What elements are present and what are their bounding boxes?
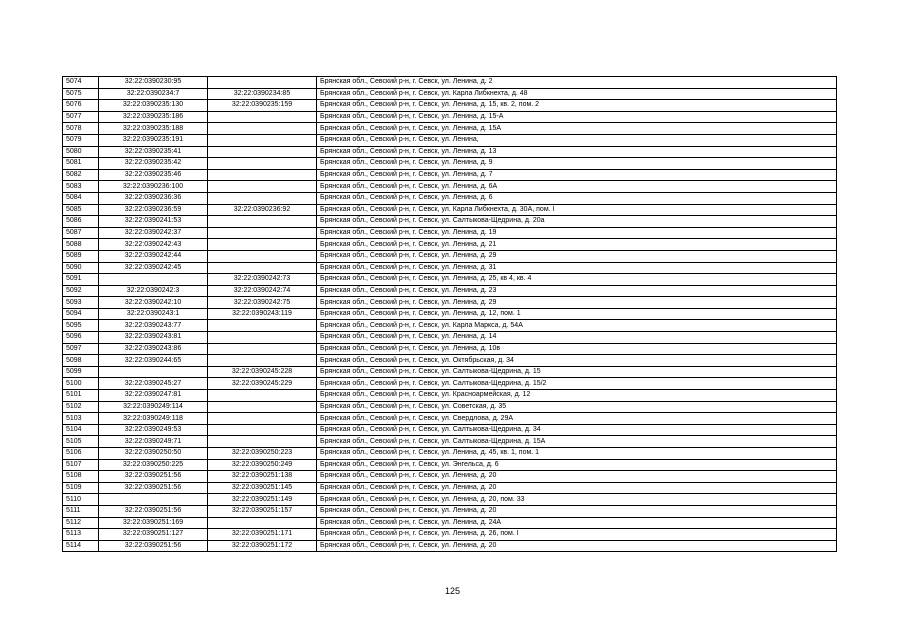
table-row	[63, 424, 837, 436]
cadastral-number-cell: 32:22:0390236:59	[99, 204, 208, 216]
row-number-cell: 5090	[63, 262, 99, 274]
address-cell: Брянская обл., Севский р-н, г. Севск, ул. Октябрьская, д. 34	[317, 355, 837, 367]
row-number-cell: 5107	[63, 459, 99, 471]
table-row	[63, 274, 837, 286]
building-number-cell	[208, 343, 317, 355]
table-row	[63, 88, 837, 100]
building-number-cell	[208, 123, 317, 135]
cadastral-number-cell: 32:22:0390235:46	[99, 169, 208, 181]
row-number-cell: 5088	[63, 239, 99, 251]
table-row	[63, 390, 837, 402]
table-row	[63, 192, 837, 204]
address-cell: Брянская обл., Севский р-н, г. Севск, ул. Карла Либкнехта, д. 30А, пом. I	[317, 204, 837, 216]
building-number-cell: 32:22:0390250:223	[208, 448, 317, 460]
table-row	[63, 436, 837, 448]
address-cell: Брянская обл., Севский р-н, г. Севск, ул. Ленина, д. 7	[317, 169, 837, 181]
cadastral-number-cell	[99, 274, 208, 286]
address-cell: Брянская обл., Севский р-н, г. Севск, ул. Ленина, д. 29	[317, 250, 837, 262]
cadastral-number-cell: 32:22:0390234:7	[99, 88, 208, 100]
building-number-cell: 32:22:0390251:171	[208, 529, 317, 541]
cadastral-number-cell: 32:22:0390235:191	[99, 134, 208, 146]
table-row	[63, 77, 837, 89]
cadastral-number-cell: 32:22:0390245:27	[99, 378, 208, 390]
table-row	[63, 529, 837, 541]
row-number-cell: 5104	[63, 424, 99, 436]
row-number-cell: 5076	[63, 100, 99, 112]
address-cell: Брянская обл., Севский р-н, г. Севск, ул. Ленина, д. 15А	[317, 123, 837, 135]
building-number-cell	[208, 401, 317, 413]
table-row	[63, 401, 837, 413]
table-row	[63, 459, 837, 471]
table-row	[63, 332, 837, 344]
address-cell: Брянская обл., Севский р-н, г. Севск, ул. Ленина,	[317, 134, 837, 146]
address-cell: Брянская обл., Севский р-н, г. Севск, ул. Ленина, д. 31	[317, 262, 837, 274]
table-row	[63, 297, 837, 309]
cadastral-number-cell: 32:22:0390251:169	[99, 517, 208, 529]
row-number-cell: 5095	[63, 320, 99, 332]
building-number-cell: 32:22:0390251:138	[208, 471, 317, 483]
building-number-cell: 32:22:0390251:145	[208, 482, 317, 494]
table-row	[63, 482, 837, 494]
row-number-cell: 5082	[63, 169, 99, 181]
cadastral-number-cell: 32:22:0390235:42	[99, 158, 208, 170]
cadastral-number-cell: 32:22:0390241:53	[99, 216, 208, 228]
cadastral-number-cell: 32:22:0390242:45	[99, 262, 208, 274]
table-row	[63, 355, 837, 367]
address-cell: Брянская обл., Севский р-н, г. Севск, ул. Салтыкова-Щедрина, д. 15/2	[317, 378, 837, 390]
row-number-cell: 5112	[63, 517, 99, 529]
table-row	[63, 540, 837, 552]
address-cell: Брянская обл., Севский р-н, г. Севск, ул. Ленина, д. 45, кв. 1, пом. 1	[317, 448, 837, 460]
row-number-cell: 5085	[63, 204, 99, 216]
row-number-cell: 5089	[63, 250, 99, 262]
address-cell: Брянская обл., Севский р-н, г. Севск, ул. Ленина, д. 15, кв. 2, пом. 2	[317, 100, 837, 112]
cadastral-number-cell: 32:22:0390243:77	[99, 320, 208, 332]
table-row	[63, 471, 837, 483]
cadastral-number-cell: 32:22:0390247:81	[99, 390, 208, 402]
cadastral-number-cell: 32:22:0390235:130	[99, 100, 208, 112]
building-number-cell	[208, 239, 317, 251]
row-number-cell: 5081	[63, 158, 99, 170]
row-number-cell: 5097	[63, 343, 99, 355]
row-number-cell: 5074	[63, 77, 99, 89]
cadastral-number-cell: 32:22:0390249:114	[99, 401, 208, 413]
address-cell: Брянская обл., Севский р-н, г. Севск, ул. Ленина, д. 15-А	[317, 111, 837, 123]
table-row	[63, 100, 837, 112]
table-row	[63, 169, 837, 181]
cadastral-number-cell: 32:22:0390250:50	[99, 448, 208, 460]
table-row	[63, 239, 837, 251]
address-cell: Брянская обл., Севский р-н, г. Севск, ул. Ленина, д. 10в	[317, 343, 837, 355]
row-number-cell: 5101	[63, 390, 99, 402]
building-number-cell	[208, 181, 317, 193]
table-row	[63, 285, 837, 297]
address-cell: Брянская обл., Севский р-н, г. Севск, ул. Салтыкова-Щедрина, д. 34	[317, 424, 837, 436]
table-row	[63, 262, 837, 274]
building-number-cell	[208, 216, 317, 228]
cadastral-number-cell: 32:22:0390244:65	[99, 355, 208, 367]
cadastral-number-cell: 32:22:0390242:37	[99, 227, 208, 239]
row-number-cell: 5103	[63, 413, 99, 425]
building-number-cell: 32:22:0390250:249	[208, 459, 317, 471]
building-number-cell: 32:22:0390245:229	[208, 378, 317, 390]
table-row	[63, 505, 837, 517]
table-row	[63, 227, 837, 239]
address-cell: Брянская обл., Севский р-н, г. Севск, ул. Карла Маркса, д. 54А	[317, 320, 837, 332]
address-cell: Брянская обл., Севский р-н, г. Севск, ул. Ленина, д. 26, пом. I	[317, 529, 837, 541]
address-cell: Брянская обл., Севский р-н, г. Севск, ул. Энгельса, д. 6	[317, 459, 837, 471]
cadastral-number-cell: 32:22:0390235:188	[99, 123, 208, 135]
building-number-cell	[208, 192, 317, 204]
address-cell: Брянская обл., Севский р-н, г. Севск, ул. Ленина, д. 14	[317, 332, 837, 344]
row-number-cell: 5100	[63, 378, 99, 390]
row-number-cell: 5110	[63, 494, 99, 506]
building-number-cell	[208, 111, 317, 123]
cadastral-number-cell: 32:22:0390251:127	[99, 529, 208, 541]
building-number-cell	[208, 169, 317, 181]
address-cell: Брянская обл., Севский р-н, г. Севск, ул. Ленина, д. 6А	[317, 181, 837, 193]
cadastral-number-cell: 32:22:0390230:95	[99, 77, 208, 89]
address-cell: Брянская обл., Севский р-н, г. Севск, ул. Ленина, д. 6	[317, 192, 837, 204]
cadastral-number-cell: 32:22:0390251:56	[99, 505, 208, 517]
table-row	[63, 448, 837, 460]
row-number-cell: 5078	[63, 123, 99, 135]
building-number-cell: 32:22:0390242:74	[208, 285, 317, 297]
building-number-cell: 32:22:0390251:172	[208, 540, 317, 552]
table-row	[63, 158, 837, 170]
row-number-cell: 5075	[63, 88, 99, 100]
row-number-cell: 5105	[63, 436, 99, 448]
row-number-cell: 5092	[63, 285, 99, 297]
building-number-cell	[208, 146, 317, 158]
cadastral-number-cell: 32:22:0390236:100	[99, 181, 208, 193]
row-number-cell: 5077	[63, 111, 99, 123]
row-number-cell: 5087	[63, 227, 99, 239]
table-row	[63, 123, 837, 135]
cadastral-number-cell: 32:22:0390249:118	[99, 413, 208, 425]
row-number-cell: 5080	[63, 146, 99, 158]
building-number-cell	[208, 413, 317, 425]
building-number-cell	[208, 424, 317, 436]
cadastral-number-cell: 32:22:0390242:3	[99, 285, 208, 297]
cadastral-number-cell: 32:22:0390249:53	[99, 424, 208, 436]
address-cell: Брянская обл., Севский р-н, г. Севск, ул. Ленина, д. 20	[317, 482, 837, 494]
building-number-cell	[208, 134, 317, 146]
building-number-cell	[208, 355, 317, 367]
table-row	[63, 320, 837, 332]
row-number-cell: 5086	[63, 216, 99, 228]
cadastral-number-cell: 32:22:0390251:56	[99, 471, 208, 483]
cadastral-number-cell: 32:22:0390251:56	[99, 482, 208, 494]
table-row	[63, 204, 837, 216]
row-number-cell: 5114	[63, 540, 99, 552]
address-cell: Брянская обл., Севский р-н, г. Севск, ул. Салтыкова-Щедрина, д. 15А	[317, 436, 837, 448]
cadastral-number-cell: 32:22:0390242:43	[99, 239, 208, 251]
row-number-cell: 5083	[63, 181, 99, 193]
row-number-cell: 5106	[63, 448, 99, 460]
address-cell: Брянская обл., Севский р-н, г. Севск, ул. Карла Либкнехта, д. 48	[317, 88, 837, 100]
building-number-cell	[208, 436, 317, 448]
cadastral-number-cell: 32:22:0390242:10	[99, 297, 208, 309]
table-row	[63, 378, 837, 390]
building-number-cell	[208, 227, 317, 239]
address-cell: Брянская обл., Севский р-н, г. Севск, ул. Ленина, д. 29	[317, 297, 837, 309]
address-cell: Брянская обл., Севский р-н, г. Севск, ул. Советская, д. 35	[317, 401, 837, 413]
address-cell: Брянская обл., Севский р-н, г. Севск, ул. Ленина, д. 12, пом. 1	[317, 308, 837, 320]
cadastral-number-cell: 32:22:0390235:41	[99, 146, 208, 158]
building-number-cell: 32:22:0390245:228	[208, 366, 317, 378]
building-number-cell: 32:22:0390251:149	[208, 494, 317, 506]
cadastral-table	[62, 76, 837, 552]
building-number-cell: 32:22:0390235:159	[208, 100, 317, 112]
address-cell: Брянская обл., Севский р-н, г. Севск, ул. Ленина, д. 2	[317, 77, 837, 89]
table-row	[63, 111, 837, 123]
building-number-cell: 32:22:0390243:119	[208, 308, 317, 320]
building-number-cell	[208, 390, 317, 402]
table-row	[63, 517, 837, 529]
row-number-cell: 5096	[63, 332, 99, 344]
row-number-cell: 5111	[63, 505, 99, 517]
address-cell: Брянская обл., Севский р-н, г. Севск, ул. Ленина, д. 20	[317, 505, 837, 517]
building-number-cell: 32:22:0390236:92	[208, 204, 317, 216]
cadastral-number-cell: 32:22:0390235:186	[99, 111, 208, 123]
address-cell: Брянская обл., Севский р-н, г. Севск, ул. Ленина, д. 23	[317, 285, 837, 297]
address-cell: Брянская обл., Севский р-н, г. Севск, ул. Ленина, д. 25, кв 4, кв. 4	[317, 274, 837, 286]
cadastral-number-cell: 32:22:0390243:1	[99, 308, 208, 320]
cadastral-number-cell: 32:22:0390243:86	[99, 343, 208, 355]
address-cell: Брянская обл., Севский р-н, г. Севск, ул. Ленина, д. 19	[317, 227, 837, 239]
table-row	[63, 216, 837, 228]
table-row	[63, 343, 837, 355]
building-number-cell	[208, 517, 317, 529]
cadastral-number-cell: 32:22:0390242:44	[99, 250, 208, 262]
address-cell: Брянская обл., Севский р-н, г. Севск, ул. Свердлова, д. 29А	[317, 413, 837, 425]
address-cell: Брянская обл., Севский р-н, г. Севск, ул. Салтыкова-Щедрина, д. 15	[317, 366, 837, 378]
table-row	[63, 146, 837, 158]
address-cell: Брянская обл., Севский р-н, г. Севск, ул. Ленина, д. 24А	[317, 517, 837, 529]
row-number-cell: 5093	[63, 297, 99, 309]
table-row	[63, 494, 837, 506]
building-number-cell: 32:22:0390242:73	[208, 274, 317, 286]
address-cell: Брянская обл., Севский р-н, г. Севск, ул. Ленина, д. 13	[317, 146, 837, 158]
address-cell: Брянская обл., Севский р-н, г. Севск, ул. Ленина, д. 9	[317, 158, 837, 170]
building-number-cell: 32:22:0390251:157	[208, 505, 317, 517]
building-number-cell	[208, 77, 317, 89]
address-cell: Брянская обл., Севский р-н, г. Севск, ул. Ленина, д. 20, пом. 33	[317, 494, 837, 506]
table-row	[63, 134, 837, 146]
address-cell: Брянская обл., Севский р-н, г. Севск, ул. Ленина, д. 20	[317, 471, 837, 483]
building-number-cell	[208, 332, 317, 344]
table-row	[63, 366, 837, 378]
row-number-cell: 5109	[63, 482, 99, 494]
row-number-cell: 5094	[63, 308, 99, 320]
row-number-cell: 5108	[63, 471, 99, 483]
address-cell: Брянская обл., Севский р-н, г. Севск, ул. Ленина, д. 20	[317, 540, 837, 552]
table-row	[63, 250, 837, 262]
table-row	[63, 308, 837, 320]
building-number-cell: 32:22:0390234:85	[208, 88, 317, 100]
address-cell: Брянская обл., Севский р-н, г. Севск, ул. Красноармейская, д. 12	[317, 390, 837, 402]
address-cell: Брянская обл., Севский р-н, г. Севск, ул. Ленина, д. 21	[317, 239, 837, 251]
address-cell: Брянская обл., Севский р-н, г. Севск, ул. Салтыкова-Щедрина, д. 20а	[317, 216, 837, 228]
cadastral-number-cell: 32:22:0390249:71	[99, 436, 208, 448]
row-number-cell: 5102	[63, 401, 99, 413]
row-number-cell: 5099	[63, 366, 99, 378]
cadastral-number-cell	[99, 494, 208, 506]
table-body	[63, 77, 837, 552]
building-number-cell: 32:22:0390242:75	[208, 297, 317, 309]
table-row	[63, 413, 837, 425]
building-number-cell	[208, 158, 317, 170]
cadastral-number-cell: 32:22:0390251:56	[99, 540, 208, 552]
page-number: 125	[444, 586, 461, 596]
cadastral-number-cell: 32:22:0390243:81	[99, 332, 208, 344]
cadastral-number-cell: 32:22:0390250:225	[99, 459, 208, 471]
building-number-cell	[208, 320, 317, 332]
row-number-cell: 5084	[63, 192, 99, 204]
row-number-cell: 5098	[63, 355, 99, 367]
row-number-cell: 5079	[63, 134, 99, 146]
row-number-cell: 5113	[63, 529, 99, 541]
cadastral-number-cell: 32:22:0390236:36	[99, 192, 208, 204]
building-number-cell	[208, 262, 317, 274]
row-number-cell: 5091	[63, 274, 99, 286]
table-row	[63, 181, 837, 193]
building-number-cell	[208, 250, 317, 262]
cadastral-number-cell	[99, 366, 208, 378]
